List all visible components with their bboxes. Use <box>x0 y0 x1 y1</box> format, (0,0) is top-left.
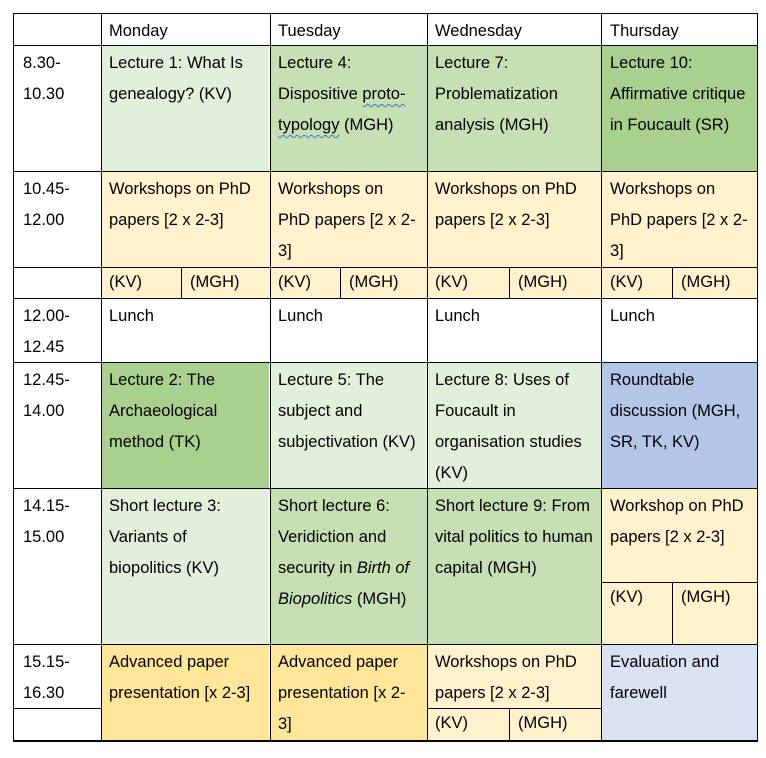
lecture-10-cell: Lecture 10: Affirmative critique in Foucault (SR) <box>610 54 746 134</box>
short-lecture-6-text: Short lecture 6: Veridiction and security in <box>278 497 390 577</box>
split-mgh: (MGH) <box>518 273 568 291</box>
lunch-tuesday: Lunch <box>278 307 323 325</box>
split-kv: (KV) <box>435 273 468 291</box>
grid-line <box>13 267 758 268</box>
split-kv: (KV) <box>435 714 468 732</box>
grid-line <box>509 267 510 298</box>
lunch-wednesday: Lunch <box>435 307 480 325</box>
workshop-thursday-afternoon-cell: Workshop on PhD papers [2 x 2-3] <box>610 497 744 546</box>
short-lecture-6-cell <box>270 488 427 644</box>
grid-line <box>101 13 102 742</box>
lunch-monday: Lunch <box>109 307 154 325</box>
time-slot-5: 14.15-15.00 <box>23 497 70 546</box>
workshop-tuesday-cell: Workshops on PhD papers [2 x 2-3] <box>278 180 416 260</box>
grid-line <box>270 13 271 742</box>
header-wednesday: Wednesday <box>435 22 522 40</box>
lecture-7-cell: Lecture 7: Problematization analysis (MGH) <box>435 54 558 134</box>
grid-line <box>13 298 758 299</box>
grid-line <box>427 708 601 709</box>
advanced-paper-monday-cell: Advanced paper presentation [x 2-3] <box>109 653 251 702</box>
grid-line <box>13 45 758 46</box>
lecture-2-cell: Lecture 2: The Archaeological method (TK) <box>109 371 218 451</box>
grid-line <box>427 13 428 742</box>
lecture-4-text: Lecture 4: Dispositive <box>278 54 363 103</box>
split-kv: (KV) <box>610 273 643 291</box>
split-mgh: (MGH) <box>349 273 399 291</box>
spellcheck-flag: typology <box>278 116 340 134</box>
grid-line <box>601 13 602 742</box>
time-slot-2: 10.45-12.00 <box>23 180 70 229</box>
lecture-5-cell: Lecture 5: The subject and subjectivation (KV) <box>278 371 416 451</box>
grid-line <box>757 13 758 742</box>
grid-line <box>602 582 758 583</box>
lecture-4-lecturer: (MGH) <box>339 116 394 134</box>
split-mgh: (MGH) <box>681 273 731 291</box>
short-lecture-9-cell: Short lecture 9: From vital politics to human capital (MGH) <box>435 497 593 577</box>
grid-line <box>13 13 14 742</box>
workshop-monday-cell: Workshops on PhD papers [2 x 2-3] <box>109 180 251 229</box>
spellcheck-flag: proto- <box>362 85 406 103</box>
split-kv: (KV) <box>109 273 142 291</box>
grid-line <box>181 267 182 298</box>
workshop-thursday-cell: Workshops on PhD papers [2 x 2-3] <box>610 180 748 260</box>
grid-line <box>13 362 758 363</box>
advanced-paper-tuesday-cell: Advanced paper presentation [x 2-3] <box>278 653 406 733</box>
grid-line <box>509 708 510 740</box>
grid-line <box>13 171 758 172</box>
grid-line <box>672 267 673 298</box>
split-kv: (KV) <box>610 588 643 606</box>
split-mgh: (MGH) <box>518 714 568 732</box>
split-kv: (KV) <box>278 273 311 291</box>
time-slot-1: 8.30-10.30 <box>23 54 65 103</box>
roundtable-cell: Roundtable discussion (MGH, SR, TK, KV) <box>610 371 741 451</box>
short-lecture-6-lecturer: (MGH) <box>352 590 407 608</box>
grid-line <box>13 740 758 742</box>
header-monday: Monday <box>109 22 168 40</box>
header-tuesday: Tuesday <box>278 22 341 40</box>
lecture-8-cell: Lecture 8: Uses of Foucault in organisation studies (KV) <box>435 371 582 482</box>
split-mgh: (MGH) <box>190 273 240 291</box>
grid-line <box>13 488 758 489</box>
lunch-thursday: Lunch <box>610 307 655 325</box>
split-mgh: (MGH) <box>681 588 731 606</box>
workshop-wednesday-cell: Workshops on PhD papers [2 x 2-3] <box>435 180 577 229</box>
grid-line <box>672 582 673 644</box>
lecture-4-cell <box>270 45 427 171</box>
time-slot-4: 12.45-14.00 <box>23 371 70 420</box>
short-lecture-3-cell: Short lecture 3: Variants of biopolitics (KV) <box>109 497 221 577</box>
time-slot-6: 15.15-16.30 <box>23 653 70 702</box>
lecture-1-cell: Lecture 1: What Is genealogy? (KV) <box>109 54 243 103</box>
grid-line <box>13 644 758 645</box>
grid-line <box>340 267 341 298</box>
grid-line <box>13 13 758 14</box>
grid-line <box>13 708 101 709</box>
time-slot-3: 12.00-12.45 <box>23 307 70 356</box>
evaluation-cell: Evaluation and farewell <box>610 653 720 702</box>
workshop-wednesday-afternoon-cell: Workshops on PhD papers [2 x 2-3] <box>435 653 577 702</box>
header-thursday: Thursday <box>610 22 679 40</box>
book-title: Birth of Biopolitics <box>278 559 410 608</box>
